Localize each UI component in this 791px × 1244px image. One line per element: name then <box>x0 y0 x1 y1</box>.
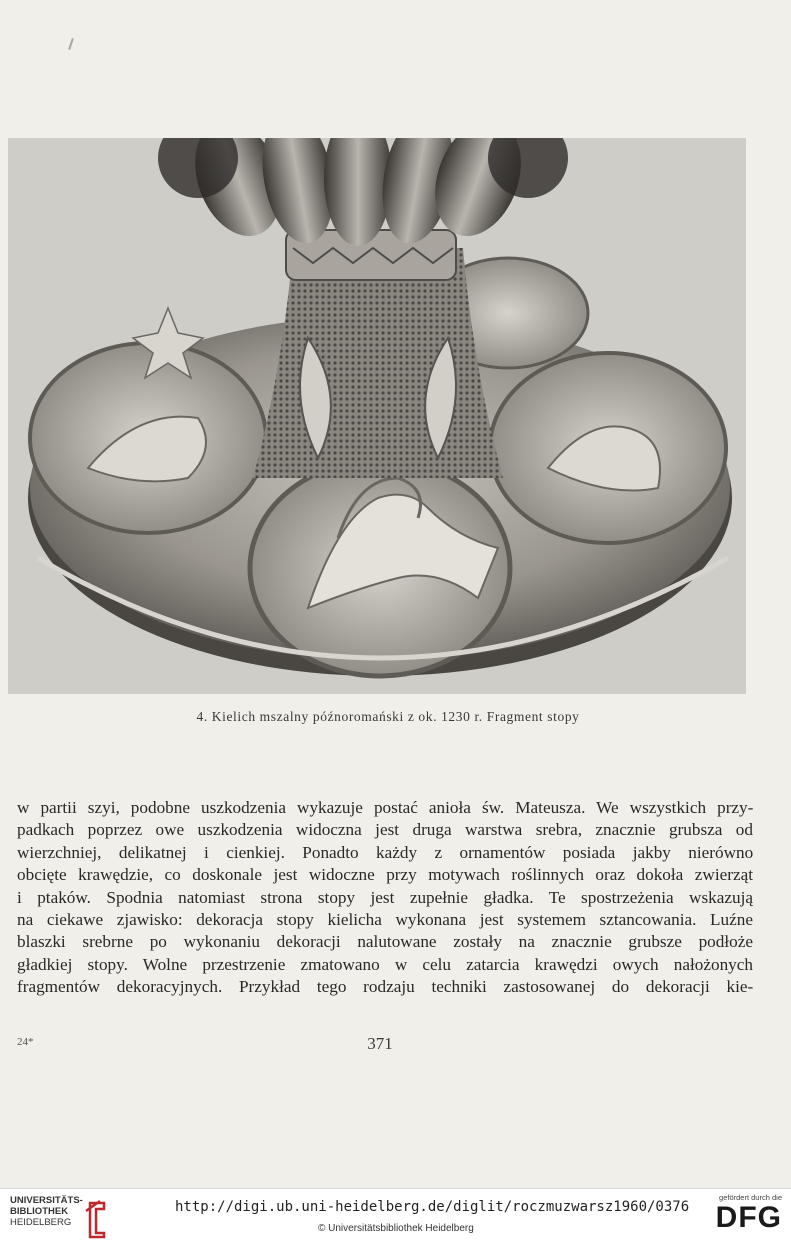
funder-name: DFG <box>715 1201 782 1234</box>
library-emblem-icon <box>82 1199 110 1239</box>
text-line: obcięte krawędzie, co doskonale jest widoczne przy motywach roślinnych oraz dokoła zwierząt <box>17 865 753 885</box>
library-name-line: UNIVERSITÄTS- <box>10 1195 83 1206</box>
copyright-notice: © Universitätsbibliothek Heidelberg <box>318 1223 474 1234</box>
text-line: wierzchniej, delikatnej i cienkiej. Ponadto każdy z ornamentów posiada jakby nierówno <box>17 842 753 862</box>
text-line: fragmentów dekoracyjnych. Przykład tego rodzaju techniki zastosowanej do dekoracji kie- <box>17 977 753 997</box>
library-name-line: BIBLIOTHEK <box>10 1206 69 1217</box>
dfg-logo[interactable] <box>700 1193 782 1241</box>
signature-mark: 24* <box>17 1036 34 1048</box>
page-number: 371 <box>367 1034 393 1053</box>
figure-photograph <box>8 138 746 694</box>
figure-caption: 4. Kielich mszalny późnoromański z ok. 1230 r. Fragment stopy <box>196 709 580 724</box>
text-line: na ciekawe zjawisko: dekoracja stopy kielicha wykonana jest systemem sztancowania. Luźne <box>17 910 753 930</box>
library-name <box>10 1195 83 1228</box>
permalink-url[interactable]: http://digi.ub.uni-heidelberg.de/diglit/roczmuzwarsz1960/0376 <box>175 1199 690 1215</box>
text-line: padkach poprzez owe uszkodzenia widoczna jest druga warstwa srebra, znacznie grubsza od <box>17 820 753 840</box>
text-line: gładkiej stopy. Wolne przestrzenie zmatowano w celu zatarcia krawędzi owych nałożonych <box>17 954 753 974</box>
chalice-foot-illustration <box>8 138 746 694</box>
library-name-line: HEIDELBERG <box>10 1217 72 1228</box>
text-line: blaszki srebrne po wykonaniu dekoracji nalutowane zostały na znacznie grubsze podłoże <box>17 932 753 952</box>
text-line: i ptaków. Spodnia natomiast strona stopy jest zupełnie gładka. Te spostrzeżenia wskazują <box>17 887 753 907</box>
viewer-footer <box>0 1188 791 1244</box>
university-library-logo[interactable] <box>10 1195 170 1241</box>
text-line: w partii szyi, podobne uszkodzenia wykazuje postać anioła św. Mateusza. We wszystkich przy- <box>17 798 753 817</box>
pencil-mark <box>68 38 74 50</box>
body-text <box>17 797 753 999</box>
funding-label: gefördert durch die <box>719 1193 782 1202</box>
